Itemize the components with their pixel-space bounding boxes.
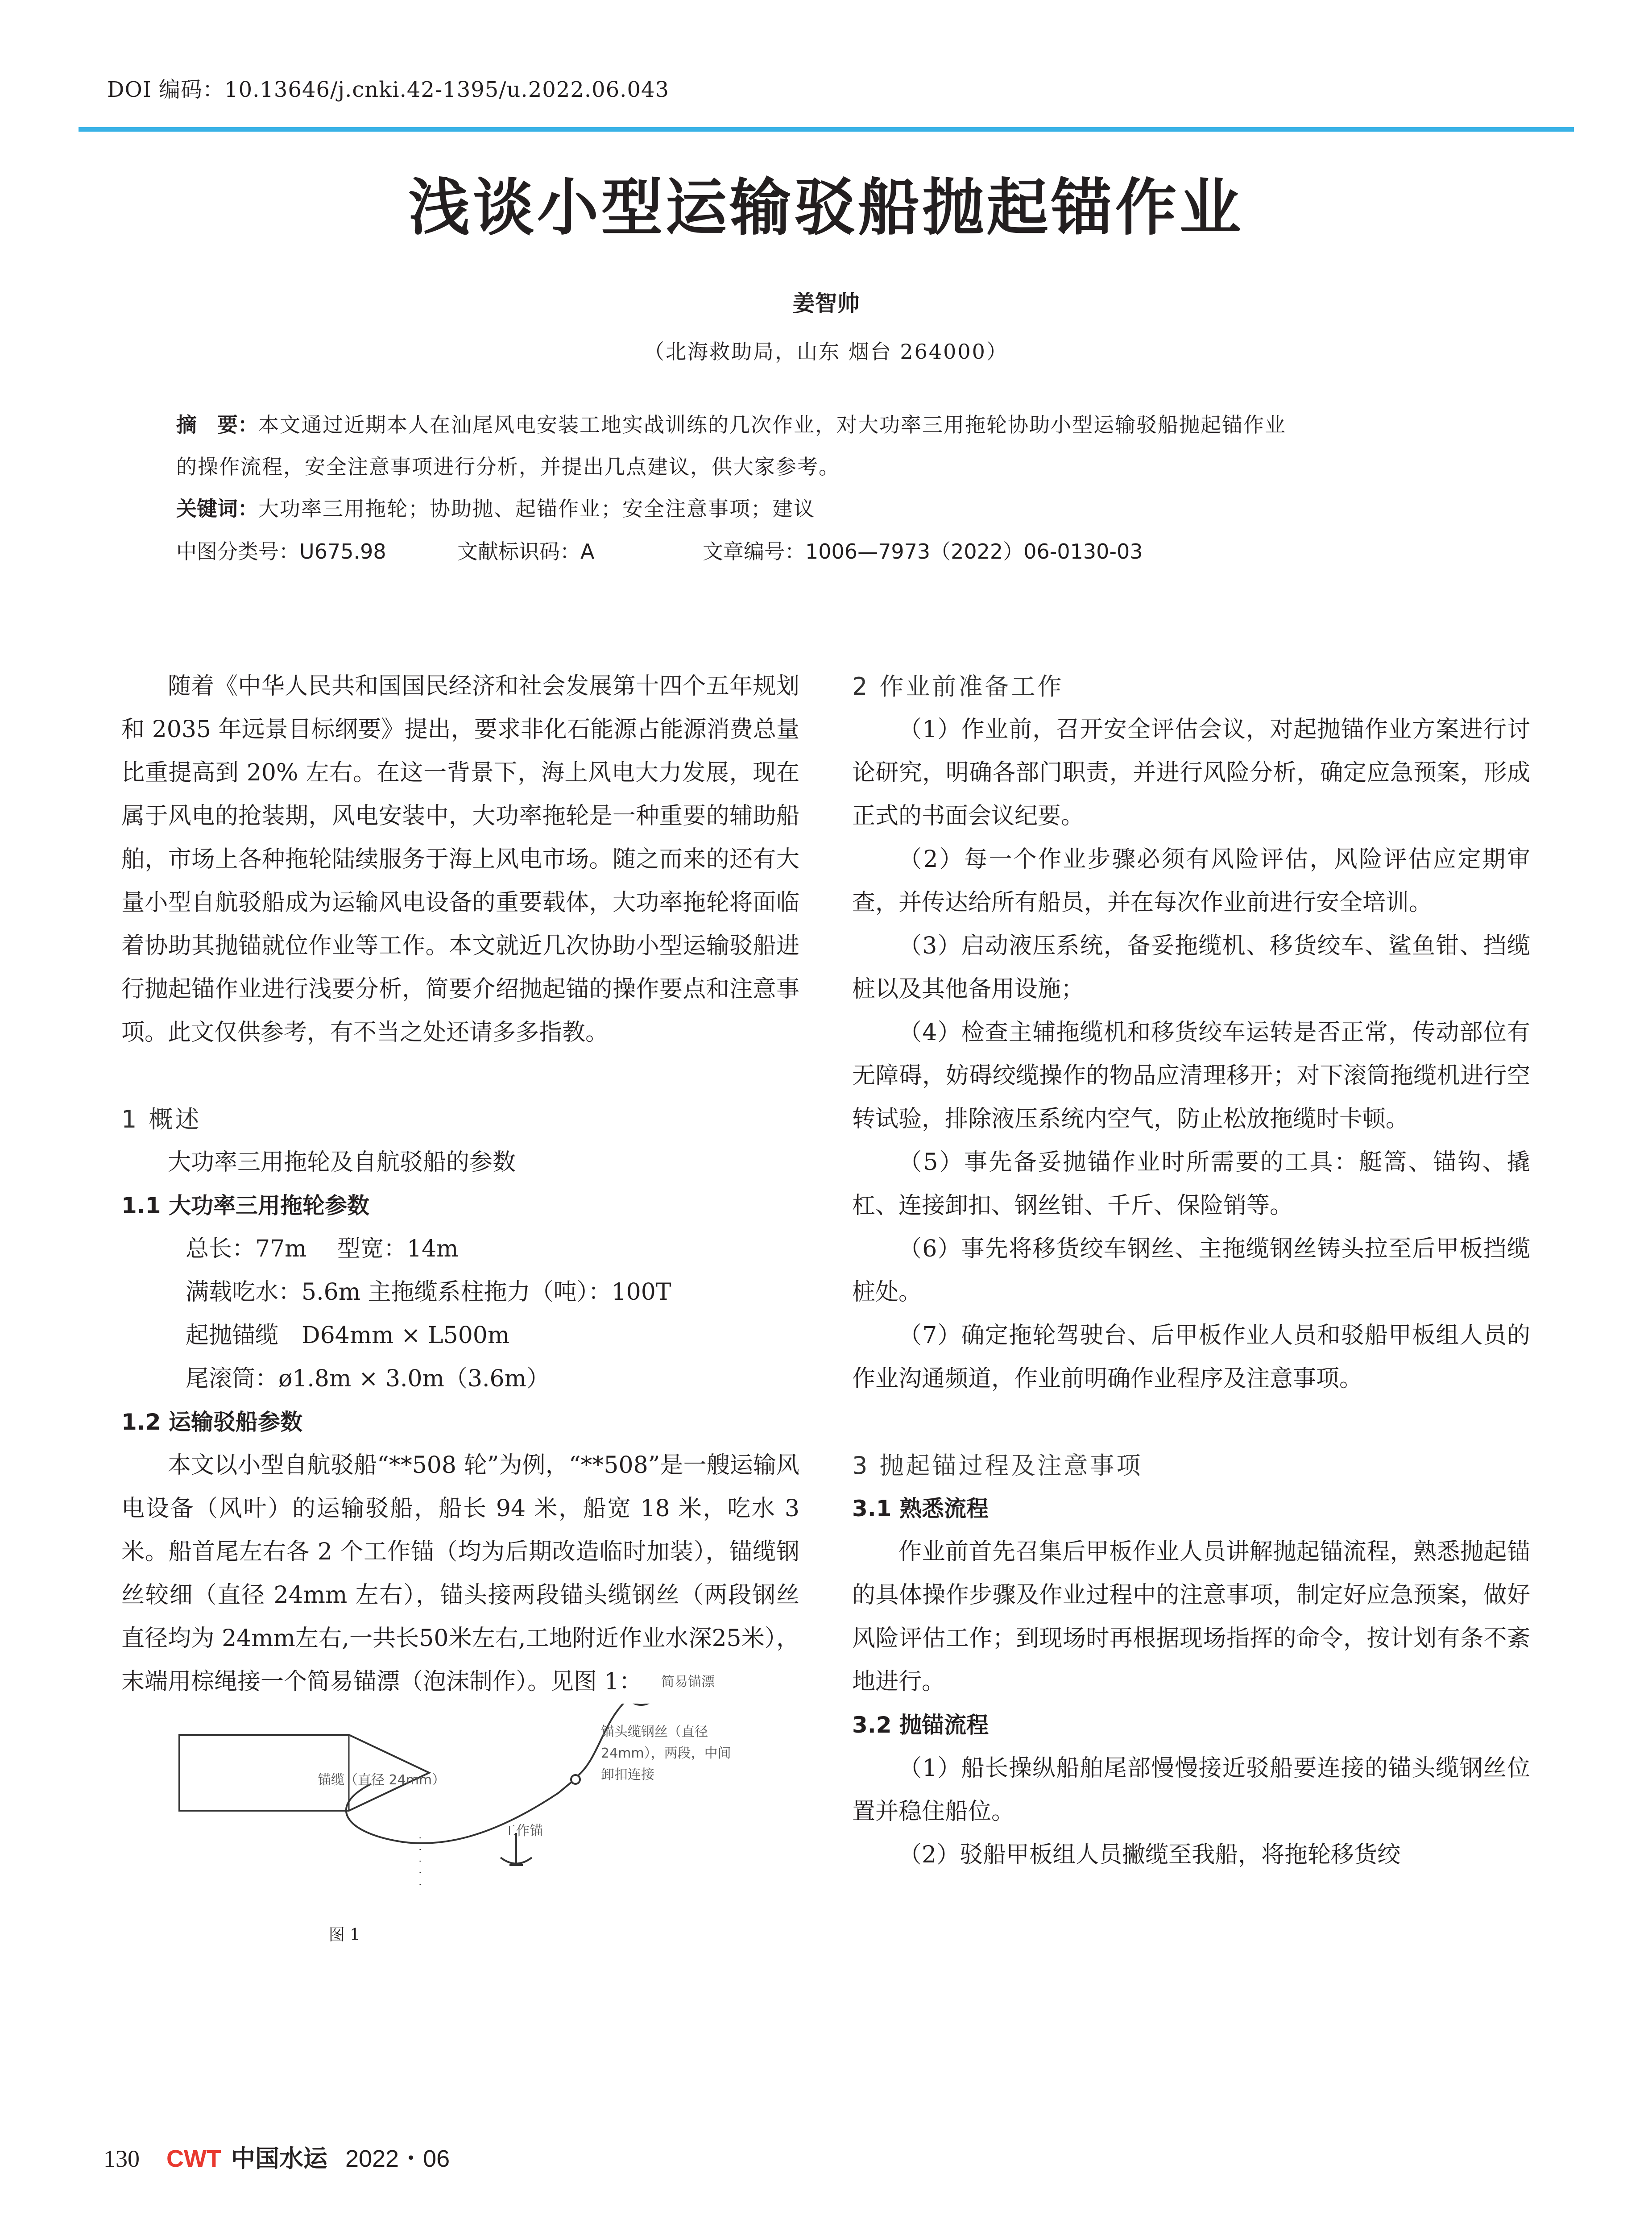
left-column [121,665,799,1953]
abstract-line-2: 的操作流程，安全注意事项进行分析，并提出几点建议，供大家参考。 [176,455,840,479]
list-item: （1）作业前，召开安全评估会议，对起抛锚作业方案进行讨论研究，明确各部门职责，并进行风险分析，确定应急预案，形成正式的书面会议纪要。 [852,716,1530,829]
label-buoy: 简易锚漂 [661,1674,715,1690]
buoy-shape [624,1704,658,1705]
intro-paragraph: 随着《中华人民共和国国民经济和社会发展第十四个五年规划和 2035 年远景目标纲要》提出，要求非化石能源占能源消费总量比重提高到 20% 左右。在这一背景下，海上风电大力发展，现在属于风电的抢装期，风电安装中，大功率拖轮是一种重要的辅助船舶，市场上各种拖轮陆续服务于海上风电市场。随之而来的还有大量小型自航驳船成为运输风电设备的重要载体，大功率拖轮将面临着协助其抛锚就位作业等工作。本文就近几次协助小型运输驳船进行抛起锚作业进行浅要分析，简要介绍抛起锚的操作要点和注意事项。此文仅供参考，有不当之处还请多多指教。 [121,673,799,1046]
brand-logo-text: CWT [166,2145,221,2172]
spec-line: 尾滚筒：ø1.8m × 3.0m（3.6m） [186,1365,550,1392]
magazine-name: 中国水运 [231,2144,327,2173]
label-cable: 锚缆（直径 24mm） [318,1772,446,1788]
spacer [852,1401,1530,1444]
label-pennant: 24mm），两段，中间 [601,1746,731,1761]
label-pennant: 锚头缆钢丝（直径 [601,1724,708,1740]
keywords-label: 关键词： [176,497,258,521]
section-3-2-heading: 3.2 抛锚流程 [852,1712,989,1738]
issue-number: 2022・06 [345,2145,450,2172]
list-item: （7）确定拖轮驾驶台、后甲板作业人员和驳船甲板组人员的作业沟通频道，作业前明确作业程序及注意事项。 [852,1322,1530,1392]
classification-line [176,535,1143,565]
abstract [176,404,1492,530]
figure-1 [121,1674,799,1953]
abstract-label: 摘 要： [176,413,258,437]
spec-line: 总长：77m 型宽：14m [186,1236,459,1262]
doi-line: DOI 编码：10.13646/j.cnki.42-1395/u.2022.06.043 [107,77,670,102]
list-item: （5）事先备妥抛锚作业时所需要的工具：艇篙、锚钩、撬杠、连接卸扣、钢丝钳、千斤、保险销等。 [852,1149,1530,1219]
right-column [852,665,1530,1877]
figure-caption: 图 1 [328,1926,360,1944]
shackle-mark [571,1775,580,1784]
article-title: 浅谈小型运输驳船抛起锚作业 [408,171,1244,244]
spec-line: 起抛锚缆 D64mm × L500m [186,1322,510,1349]
author: 姜智帅 [792,290,860,316]
page-number: 130 [104,2145,140,2172]
label-anchor: 工作锚 [503,1823,543,1839]
section-1-2-text: 本文以小型自航驳船“**508 轮”为例，“**508”是一艘运输风电设备（风叶）的运输驳船，船长 94 米，船宽 18 米，吃水 3 米。船首尾左右各 2 个工作锚（均为后期改造临时加装），锚缆钢丝较细（直径 24mm 左右），锚头接两段锚头缆钢丝（两段钢丝直径均为 24mm左右,一共长50米左右,工地附近作业水深25米），末端用棕绳接一个简易锚漂（泡沫制作）。见图 1： [121,1452,799,1695]
section-2-heading: 2 作业前准备工作 [852,672,1064,701]
spacer [121,1054,799,1098]
header-rule [79,127,1574,132]
label-pennant: 卸扣连接 [601,1767,654,1783]
abstract-line-1: 摘 要：本文通过近期本人在汕尾风电安装工地实战训练的几次作业，对大功率三用拖轮协助小型运输驳船抛起锚作业 [176,413,1286,437]
list-item: （2）驳船甲板组人员撇缆至我船，将拖轮移货绞 [898,1841,1401,1868]
list-item: （6）事先将移货绞车钢丝、主拖缆钢丝铸头拉至后甲板挡缆桩处。 [852,1236,1530,1306]
section-3-heading: 3 抛起锚过程及注意事项 [852,1451,1143,1480]
article-number: 文章编号：1006—7973（2022）06-0130-03 [703,539,1143,564]
spec-line: 满载吃水：5.6m 主拖缆系柱拖力（吨）：100T [186,1279,671,1306]
section-3-1-text: 作业前首先召集后甲板作业人员讲解抛起锚流程，熟悉抛起锚的具体操作步骤及作业过程中的注意事项，制定好应急预案，做好风险评估工作；到现场时再根据现场指挥的命令，按计划有条不紊地进行。 [852,1538,1530,1695]
document-code: 文献标识码：A [457,539,595,564]
section-1-1-heading: 1.1 大功率三用拖轮参数 [121,1193,369,1219]
page-footer [104,2140,450,2174]
section-3-1-heading: 3.1 熟悉流程 [852,1496,989,1522]
affiliation: （北海救助局，山东 烟台 264000） [644,340,1008,364]
section-1-2-heading: 1.2 运输驳船参数 [121,1409,302,1435]
keywords: 关键词：大功率三用拖轮；协助抛、起锚作业；安全注意事项；建议 [176,497,815,521]
clc-number: 中图分类号：U675.98 [176,539,386,564]
section-1-text: 大功率三用拖轮及自航驳船的参数 [168,1149,516,1176]
list-item: （3）启动液压系统，备妥拖缆机、移货绞车、鲨鱼钳、挡缆桩以及其他备用设施； [852,933,1530,1003]
section-1-heading: 1 概述 [121,1105,202,1133]
list-item: （1）船长操纵船舶尾部慢慢接近驳船要连接的锚头缆钢丝位置并稳住船位。 [852,1755,1530,1825]
list-item: （2）每一个作业步骤必须有风险评估，风险评估应定期审查，并传达给所有船员，并在每次作业前进行安全培训。 [852,846,1530,916]
list-item: （4）检查主辅拖缆机和移货绞车运转是否正常，传动部位有无障碍，妨碍绞缆操作的物品应清理移开；对下滚筒拖缆机进行空转试验，排除液压系统内空气，防止松放拖缆时卡顿。 [852,1019,1530,1132]
